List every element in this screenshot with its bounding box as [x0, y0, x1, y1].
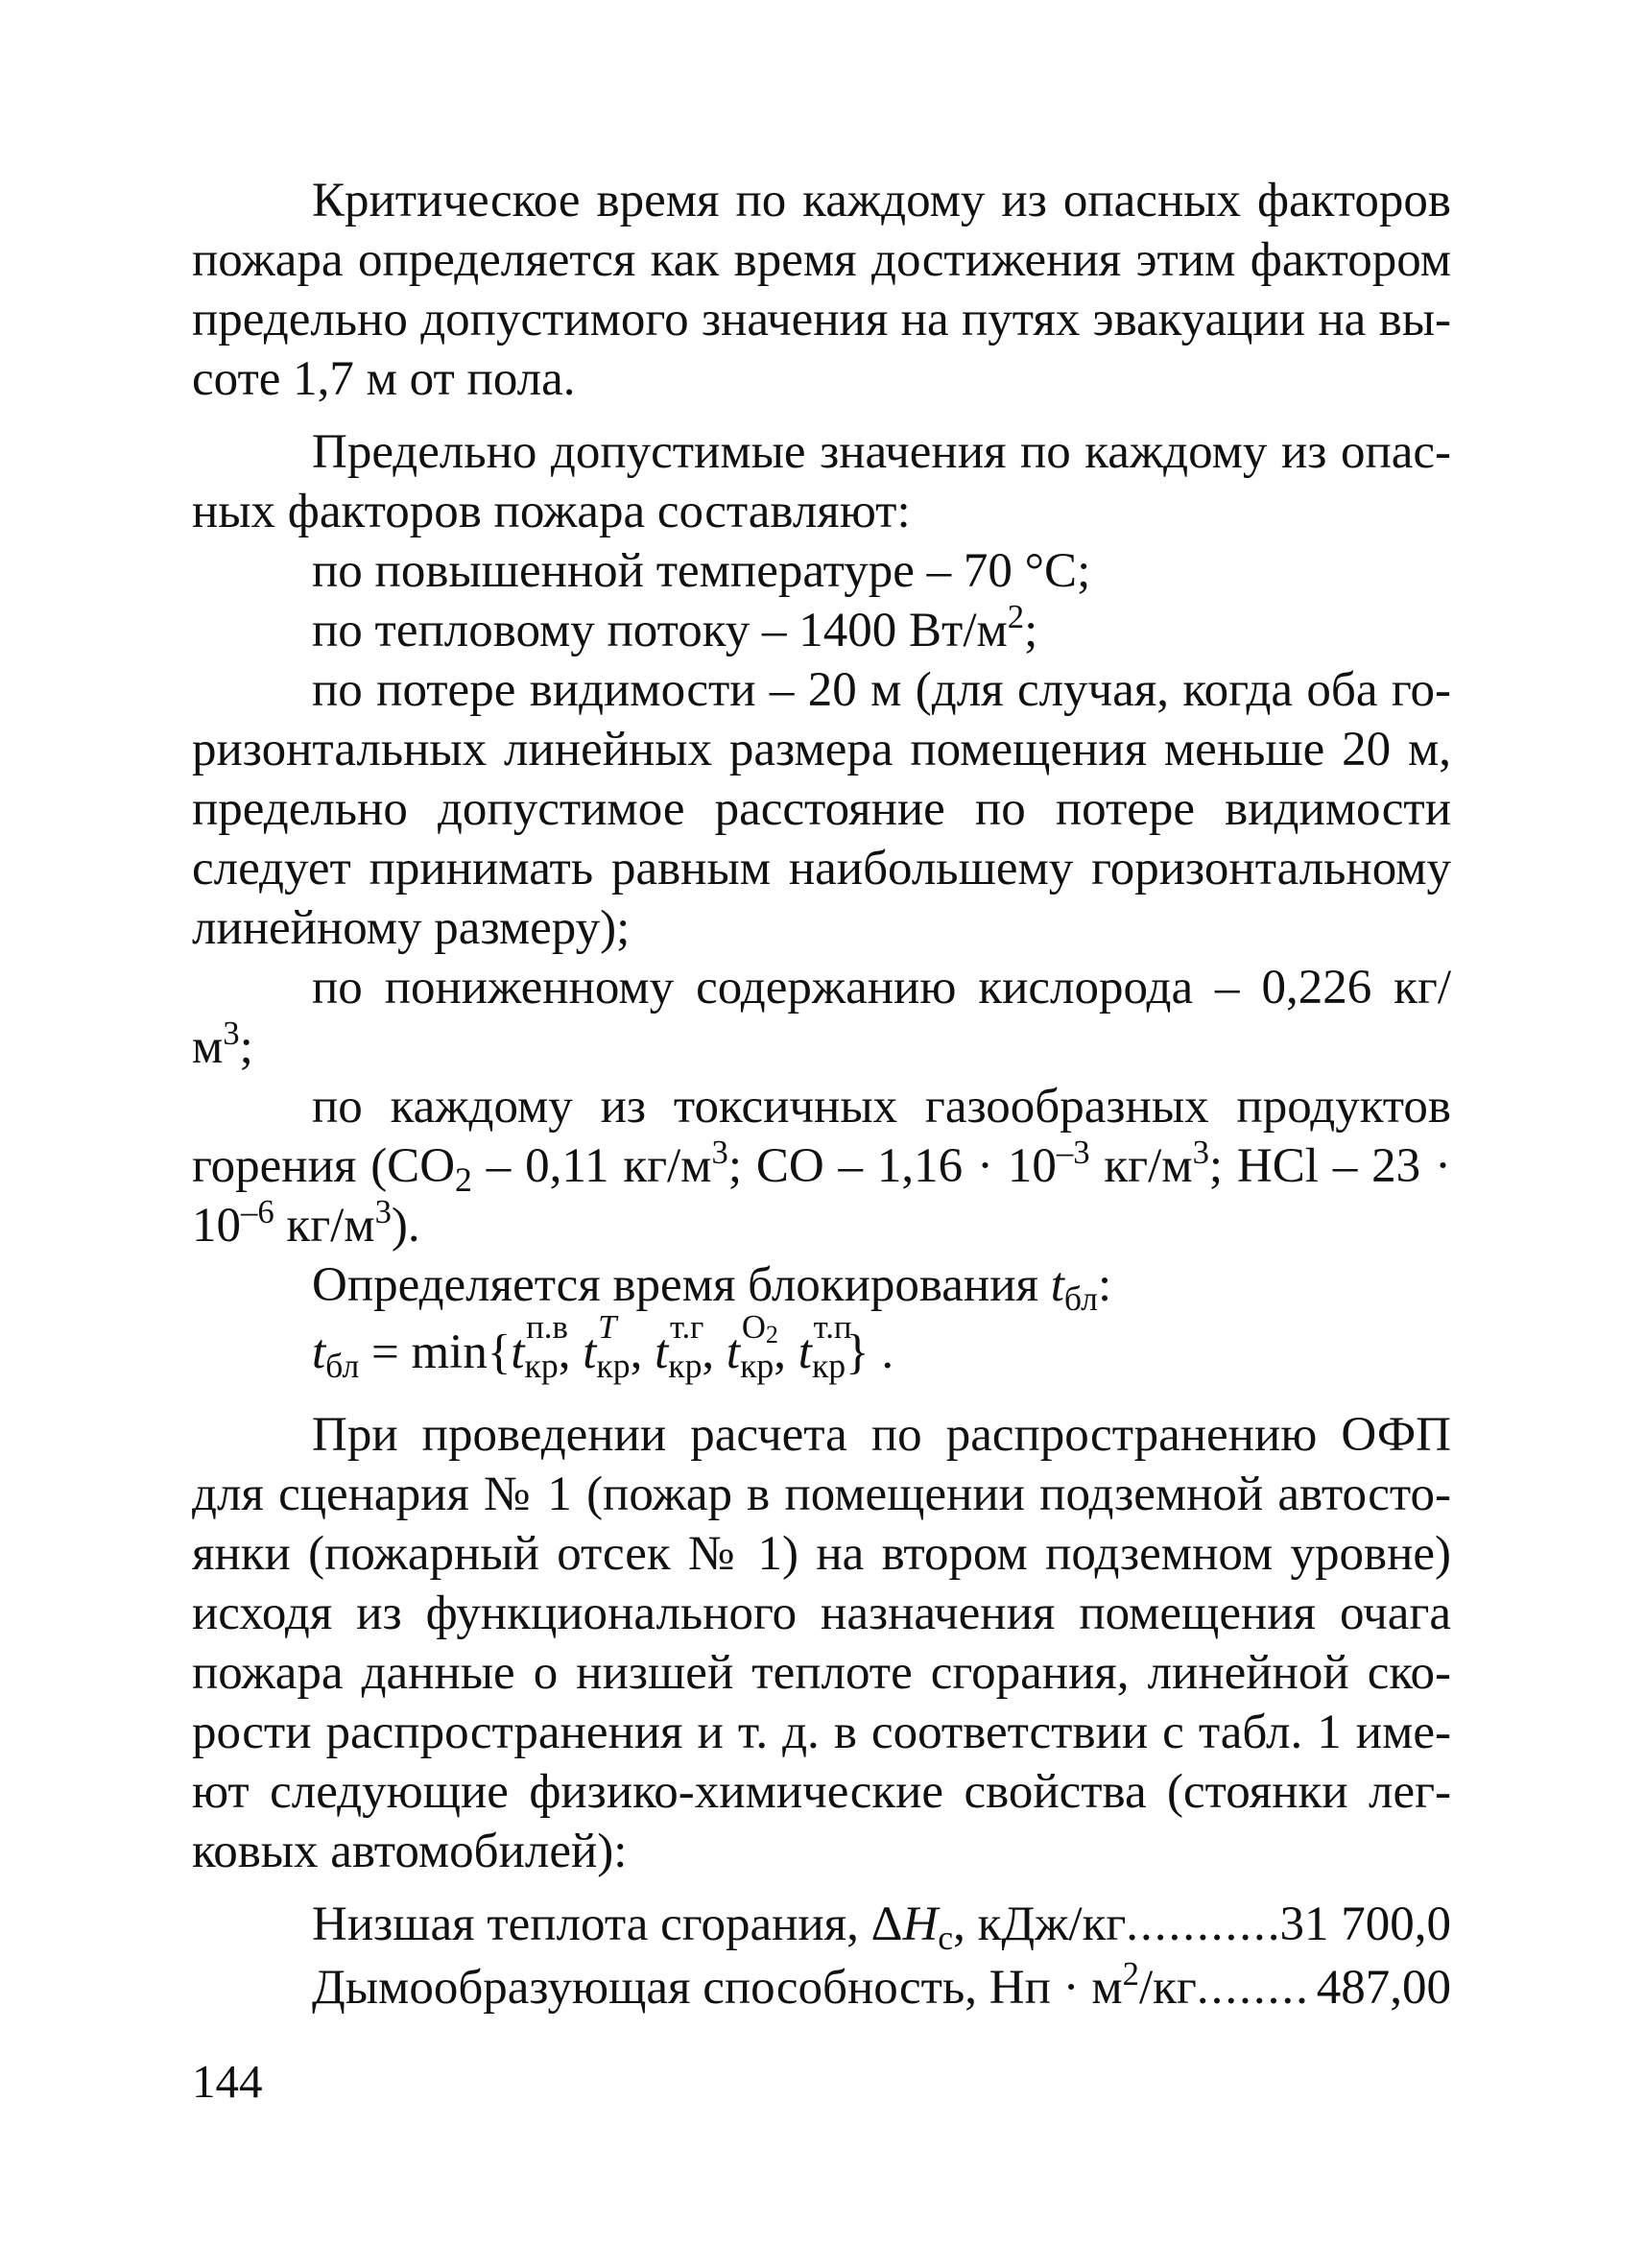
limit-visibility: по потере видимости – 20 м (для случая, когда оба горизонтальных линейных размера помещения меньше 20 м, предельно допустимое расстояние по потере видимости следует принимать равным наибольшему горизонтальному линейному размеру); — [192, 663, 1451, 955]
limit-heat-flux: по тепловому потоку – 1400 $Вт/м^2$; — [312, 597, 1038, 657]
paragraph-critical-time: Критическое время по каждому из опасных факторов пожара определяется как время достижения этим фактором предельно допустимого значения на путях эвакуации на высоте 1,7 м от пола. — [192, 174, 1451, 406]
property-heat-of-combustion: Низшая теплота сгорания, $\Delta H_с$, кДж/кг ..... 31 700,0 — [312, 1895, 1451, 1954]
limit-temperature: по повышенной температуре – 70 °С; — [312, 544, 1091, 598]
leader-dots — [1197, 1958, 1313, 2017]
limit-oxygen: по пониженному содержанию кислорода – 0,226 $кг/м^3$; — [192, 961, 1451, 1074]
document-page — [192, 171, 1451, 2017]
block-time-intro: Определяется время блокирования $t_{бл}$: — [312, 1258, 1112, 1318]
page-number: 144 — [192, 2055, 263, 2108]
paragraph-scenario: При проведении расчета по распространению ОФП для сценария № 1 (пожар в помещении подземной автостоянки (пожарный отсек № 1) на втором подземном уровне) исходя из функционального назначения помещения очага пожара данные о низшей теплоте сгорания, линейной скорости распространения и т. д. в соответствии с табл. 1 имеют следующие физико-химические свойства (стоянки легковых автомобилей): — [192, 1408, 1451, 1878]
property-value: 31 700,0 — [1279, 1898, 1451, 1951]
leader-dots — [1126, 1895, 1275, 1954]
property-smoke-generation: Дымообразующая способность, Нп · $м^2/кг$ ..... 487,00 — [312, 1958, 1451, 2017]
block-time-formula: $t_{бл} = \min\{t$ п.в кр, t T кр, t т.г кр, t O2 кр, t т.п кр} . — [312, 1307, 894, 1385]
limit-toxic-products: по каждому из токсичных газообразных продуктов горения ($СО_2 - 0,11$ $кг/м^3$; СО – $1,16 \cdot 10^{-3}$ $кг/м^3$; НСl – $23 \cdot 10^{-6}$ $кг/м^3$). — [192, 1080, 1452, 1253]
property-value: 487,00 — [1316, 1961, 1451, 2015]
paragraph-limits-intro: Предельно допустимые значения по каждому из опасных факторов пожара составляют: — [192, 425, 1451, 538]
